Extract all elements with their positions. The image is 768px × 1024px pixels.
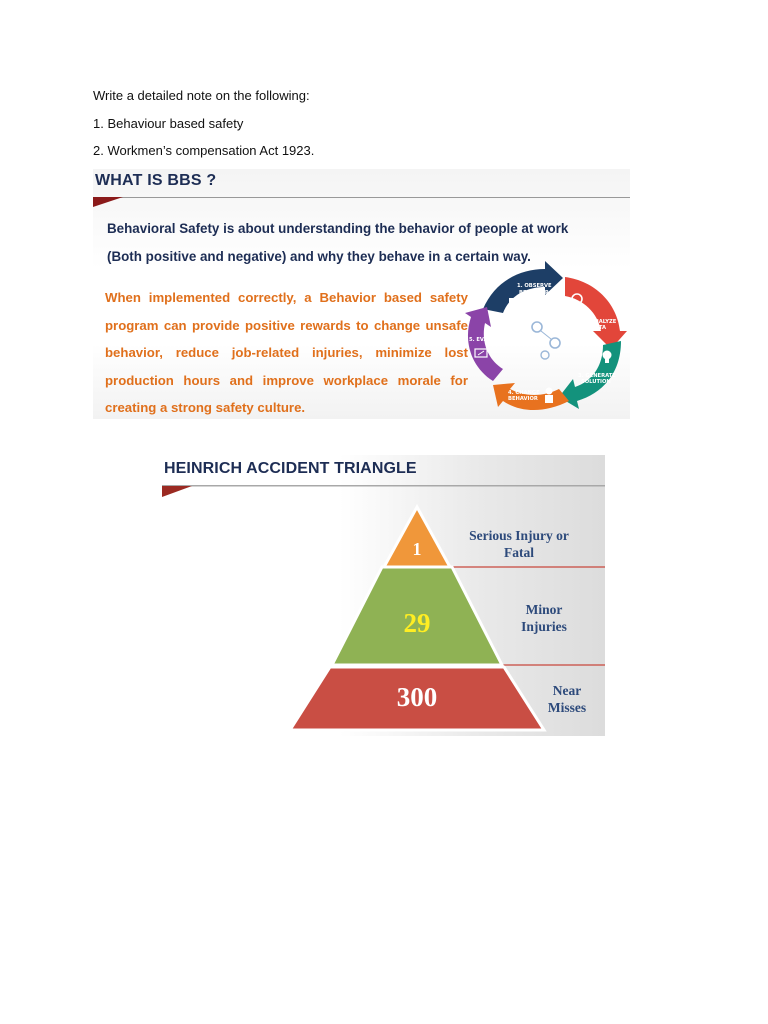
cycle-label: 4. CHANGE [508, 390, 540, 396]
tier-value-300: 300 [396, 682, 438, 712]
bbs-corner-accent [93, 197, 123, 209]
tier-label-near-line1: Near [552, 683, 582, 698]
gears-icon [532, 322, 560, 359]
cycle-label: 2. ANALYZE [583, 319, 617, 325]
cycle-step-change [493, 383, 569, 410]
bbs-definition-line-1: Behavioral Safety is about understanding the behavior of people at work [107, 221, 569, 236]
cycle-label: 1. OBSERVE [517, 283, 552, 289]
cycle-step-analyze [565, 277, 627, 349]
cycle-step-observe [483, 261, 563, 313]
tier-value-29: 29 [403, 608, 431, 638]
tier-label-serious-line1: Serious Injury or [469, 528, 569, 543]
cycle-label: 5. EVALUATE [469, 337, 506, 343]
intro-text: Write a detailed note on the following: [93, 88, 310, 103]
cycle-label: BEHAVIOR [519, 290, 549, 296]
bbs-definition-line-2: (Both positive and negative) and why they behave in a certain way. [107, 249, 531, 264]
heinrich-title-rule [162, 485, 605, 487]
tier-label-near [527, 682, 605, 716]
tier-label-minor-line2: Injuries [521, 619, 567, 634]
bbs-title: WHAT IS BBS ? [95, 172, 217, 189]
cycle-label: DATA [591, 325, 607, 331]
tier-label-near-line2: Misses [547, 700, 587, 715]
bbs-benefits-text: When implemented correctly, a Behavior based safety program can provide positive rewards to change unsafe behavior, reduce job-related injuries, minimize lost production hours and improve workplace morale for creating a strong safety culture. [105, 290, 468, 415]
cycle-label: 3. GENERATE [578, 373, 616, 379]
bbs-cycle-diagram [465, 261, 630, 419]
heinrich-corner-accent [162, 486, 192, 497]
bbs-slide [93, 169, 630, 419]
heinrich-slide [162, 455, 605, 736]
tier-label-minor-line1: Minor [525, 602, 563, 617]
tier-value-1: 1 [412, 539, 422, 559]
question-1: 1. Behaviour based safety [93, 116, 244, 131]
heinrich-title: HEINRICH ACCIDENT TRIANGLE [164, 460, 417, 477]
cycle-label: SOLUTION [581, 379, 611, 385]
worker-icon [545, 388, 553, 404]
tier-label-serious-line2: Fatal [504, 545, 534, 560]
cycle-step-generate [559, 341, 621, 409]
tier-label-minor [502, 601, 586, 635]
question-2: 2. Workmen’s compensation Act 1923. [93, 143, 315, 158]
tier-label-serious [452, 527, 586, 561]
cycle-label: BEHAVIOR [508, 396, 538, 402]
bbs-title-rule [93, 197, 630, 200]
cycle-step-evaluate [465, 307, 506, 381]
